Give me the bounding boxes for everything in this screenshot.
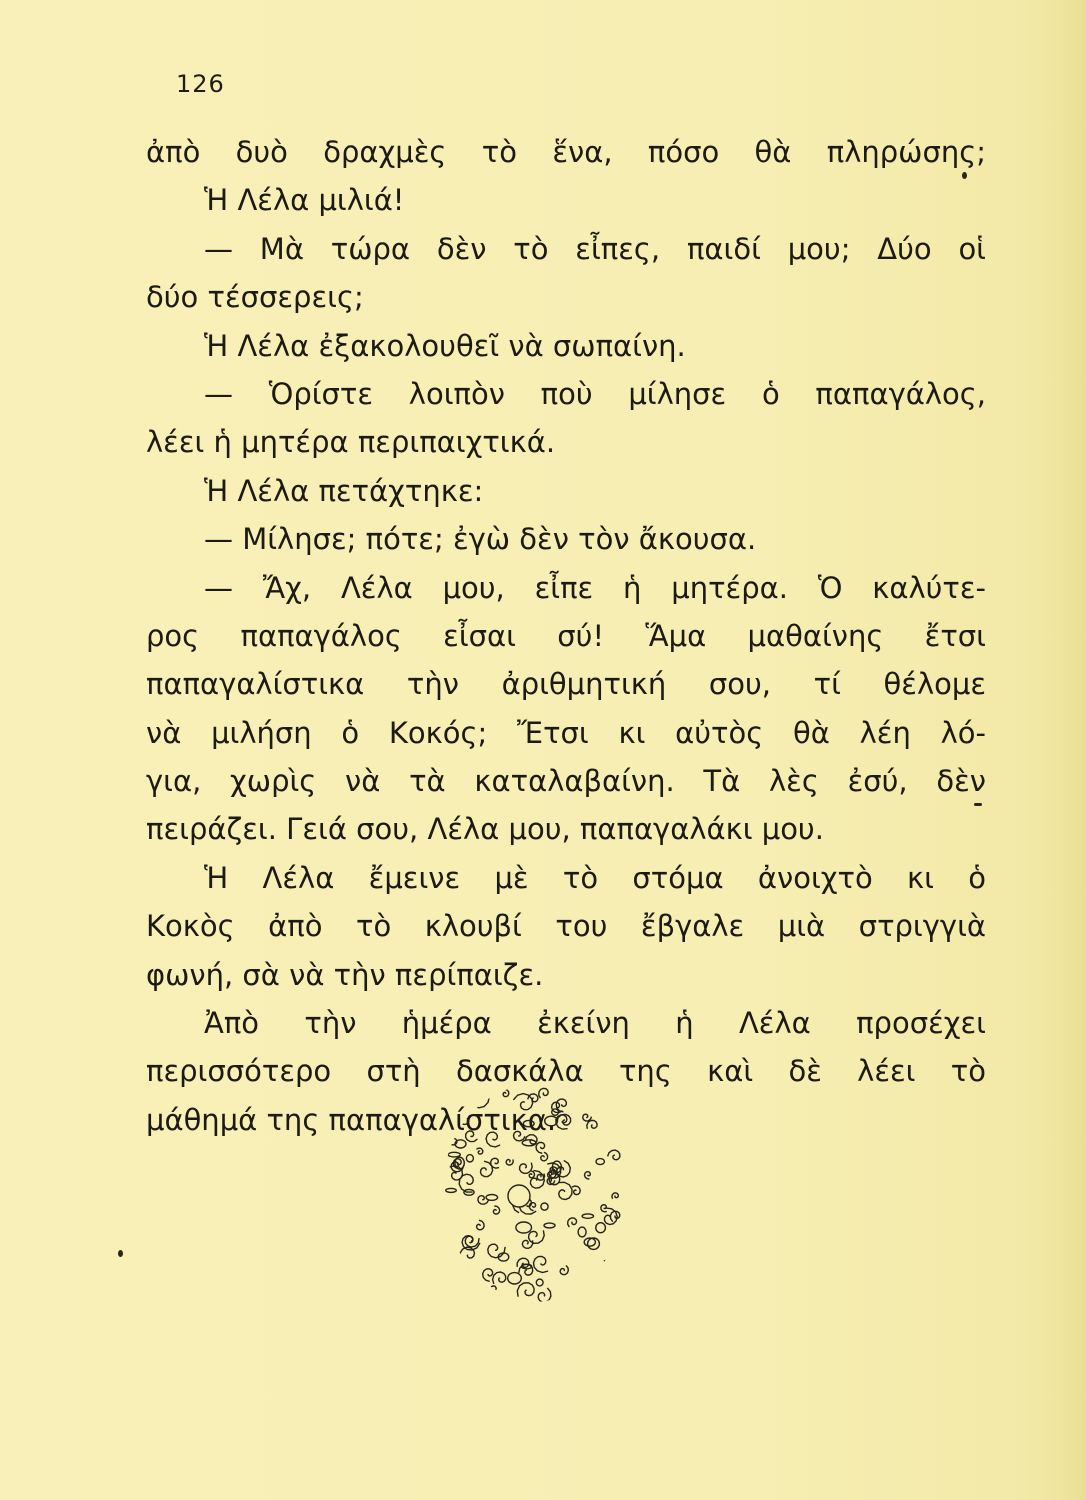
- text-line: Ἡ Λέλα ἔμεινε μὲ τὸ στόμα ἀνοιχτὸ κι ὁ: [204, 860, 986, 895]
- text-line: Ἡ Λέλα ἐξακολουθεῖ νὰ σωπαίνη.: [204, 328, 686, 363]
- ornament-swirl: [536, 1142, 545, 1153]
- ornament-leaf: [522, 1140, 536, 1146]
- ornament-swirl: [447, 1111, 459, 1126]
- ornament-leaf: [596, 1223, 606, 1233]
- ornament-swirl: [608, 1150, 620, 1160]
- ornament-swirl: [559, 1182, 572, 1199]
- body-text: [146, 128, 986, 1144]
- ornament-leaf: [508, 1273, 522, 1284]
- floral-vignette-icon: [437, 1078, 633, 1308]
- ornament-swirl: [506, 1159, 513, 1165]
- ornament-swirl: [529, 1230, 545, 1243]
- ornament-swirl: [557, 1160, 571, 1177]
- ornament-swirl: [476, 1148, 482, 1154]
- ornament-swirl: [572, 1186, 580, 1195]
- ornament-leaf: [544, 1223, 555, 1228]
- ornament-swirl: [503, 1089, 509, 1096]
- text-line: Κοκὸς ἀπὸ τὸ κλουβί του ἔβγαλε μιὰ στριγγιὰ: [146, 909, 986, 944]
- text-line: — Ἄχ, Λέλα μου, εἶπε ἡ μητέρα. Ὁ καλύτε-: [204, 570, 986, 605]
- ornament-swirl: [471, 1094, 490, 1108]
- text-line: λέει ἡ μητέρα περιπαιχτικά.: [146, 425, 556, 460]
- ornament-leaf: [461, 1118, 468, 1125]
- text-line: για, χωρὶς νὰ τὰ καταλαβαίνη. Τὰ λὲς ἐσύ, δὲν: [146, 764, 986, 799]
- ornament-swirl: [604, 1259, 618, 1274]
- ornament-swirl: [493, 1272, 506, 1284]
- ornament-leaf: [578, 1227, 586, 1237]
- ornament-swirl: [477, 1220, 485, 1230]
- text-line: — Ὁρίστε λοιπὸν ποὺ μίλησε ὁ παπαγάλος,: [204, 376, 986, 411]
- ink-speck: [962, 172, 967, 179]
- ornament-swirl: [474, 1094, 482, 1100]
- ornament-leaf: [472, 1087, 486, 1099]
- ornament-swirl: [587, 1120, 597, 1128]
- ornament-swirl: [457, 1271, 464, 1278]
- text-line: δύο τέσσερεις;: [146, 280, 364, 315]
- text-line: νὰ μιλήση ὁ Κοκός; Ἔτσι κι αὐτὸς θὰ λέη λό-: [146, 715, 986, 750]
- ornament-center: [508, 1185, 530, 1207]
- ornament-swirl: [610, 1211, 619, 1221]
- ornament-leaf: [541, 1203, 548, 1210]
- ornament-swirl: [465, 1236, 479, 1247]
- ornament-swirl: [539, 1088, 548, 1098]
- ornament-leaf: [536, 1279, 543, 1286]
- text-line: Ἡ Λέλα πετάχτηκε:: [204, 473, 484, 508]
- text-line: Ἀπὸ τὴν ἡμέρα ἐκείνη ἡ Λέλα προσέχει: [204, 1006, 986, 1041]
- text-line: φωνή, σὰ νὰ τὴν περίπαιζε.: [146, 957, 544, 992]
- ornament-leaf: [446, 1188, 457, 1192]
- ornament-swirl: [520, 1163, 533, 1174]
- page-number: 126: [176, 70, 225, 98]
- ornament-swirl: [538, 1288, 551, 1302]
- ornament-swirl: [493, 1206, 499, 1214]
- ornament-leaf: [582, 1214, 593, 1218]
- text-line: πειράζει. Γειά σου, Λέλα μου, παπαγαλάκι μου.: [146, 812, 824, 847]
- ornament-swirl: [568, 1218, 577, 1227]
- text-line: ρος παπαγάλος εἶσαι σύ! Ἅμα μαθαίνης ἔτσι: [146, 618, 986, 653]
- ornament-swirl: [490, 1286, 496, 1292]
- ornament-swirl: [488, 1244, 505, 1258]
- ornament-swirl: [514, 1131, 526, 1141]
- ornament-swirl: [601, 1205, 607, 1212]
- page-edge-shadow: [1040, 0, 1086, 1500]
- ornament-swirl: [466, 1131, 478, 1142]
- ornament-leaf: [516, 1222, 532, 1233]
- ornament-swirl: [585, 1172, 591, 1180]
- ornament-swirl: [534, 1256, 549, 1272]
- ornament-leaf: [596, 1159, 604, 1165]
- text-line: παπαγαλίστικα τὴν ἀριθμητική σου, τί θέλομε: [146, 667, 986, 702]
- ornament-swirl: [483, 1269, 493, 1282]
- ink-speck: [974, 803, 982, 806]
- ornament-leaf: [448, 1152, 460, 1157]
- ornament-swirl: [491, 1158, 499, 1168]
- ornament-swirl: [599, 1284, 610, 1293]
- ornament-swirl: [486, 1132, 500, 1147]
- ornament-swirl: [517, 1283, 534, 1297]
- ornament-swirl: [513, 1094, 532, 1110]
- ornament-swirl: [471, 1290, 481, 1302]
- text-line: — Μίλησε; πότε; ἐγὼ δὲν τὸν ἄκουσα.: [204, 522, 757, 557]
- ornament-swirl: [560, 1266, 568, 1275]
- text-line: Ἡ Λέλα μιλιά!: [204, 183, 405, 218]
- text-line: μάθημά της παπαγαλίστικα.: [146, 1102, 557, 1137]
- ornament-leaf: [486, 1195, 498, 1201]
- ornament-leaf: [466, 1155, 473, 1162]
- ornament-swirl: [517, 1258, 529, 1267]
- text-line: — Μὰ τώρα δὲν τὸ εἶπες, παιδί μου; Δύο οἱ: [204, 231, 986, 266]
- ornament-swirl: [529, 1203, 535, 1211]
- ink-speck: [118, 1250, 123, 1257]
- ornament-swirl: [583, 1114, 592, 1121]
- ornament-leaf: [523, 1120, 534, 1126]
- text-line: ἀπὸ δυὸ δραχμὲς τὸ ἕνα, πόσο θὰ πληρώσης;: [146, 135, 986, 169]
- ornament-swirl: [612, 1193, 618, 1199]
- text-line: περισσότερο στὴ δασκάλα της καὶ δὲ λέει τὸ: [146, 1054, 986, 1089]
